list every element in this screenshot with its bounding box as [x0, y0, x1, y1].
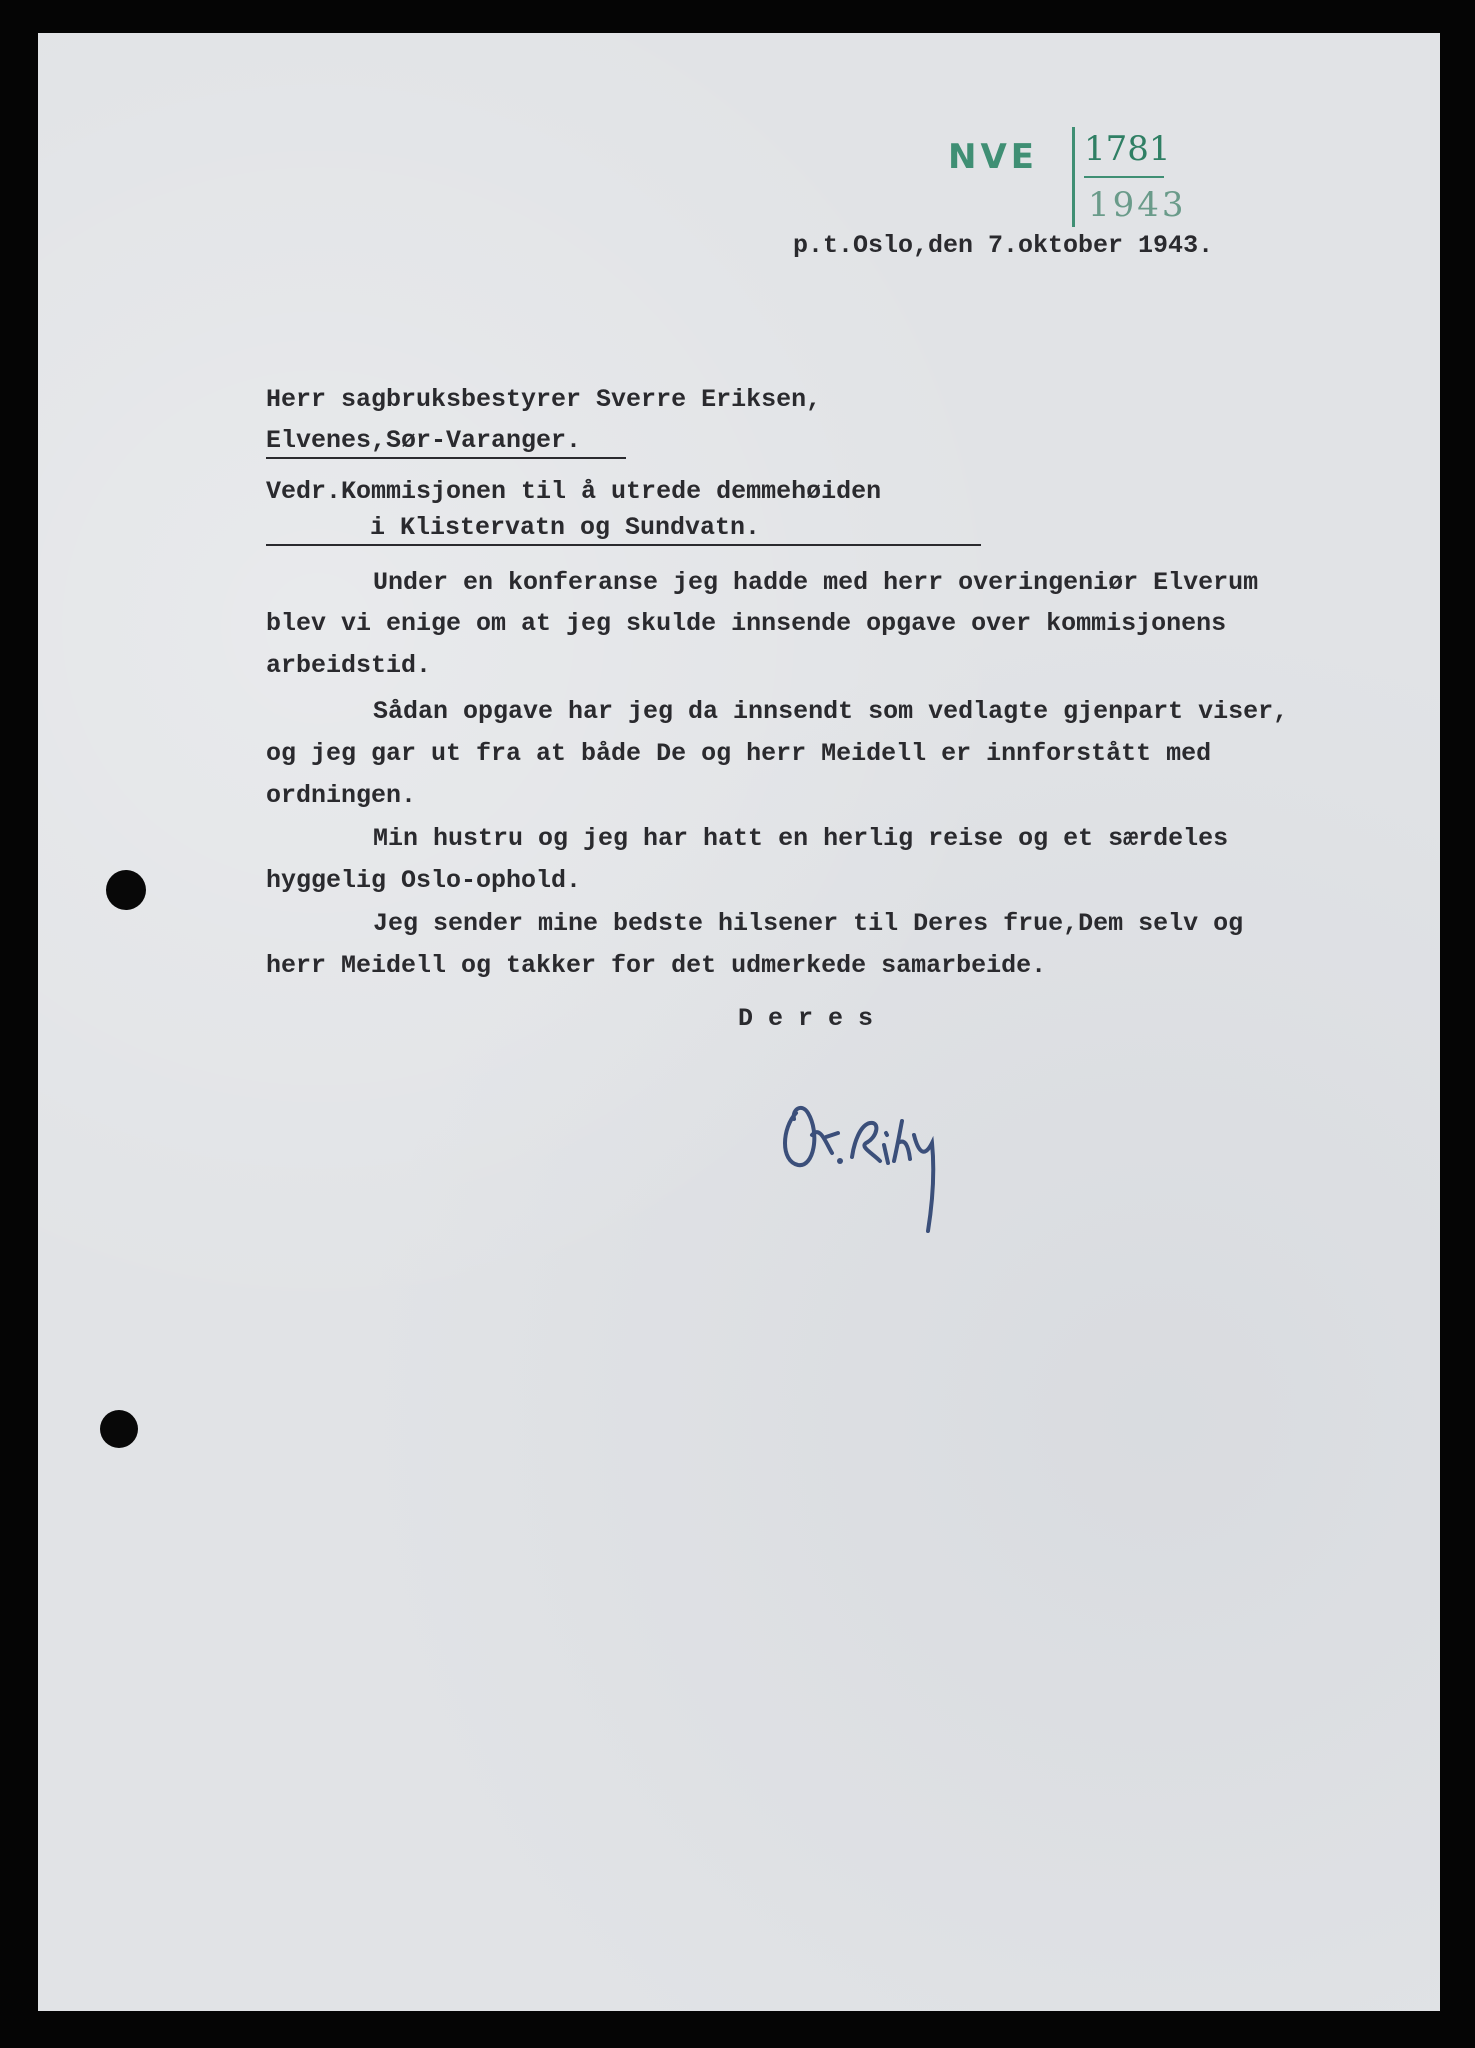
recipient-line-2: Elvenes,Sør-Varanger.	[266, 426, 582, 455]
stamp-number: 1781	[1084, 129, 1171, 169]
recipient-underline	[266, 457, 626, 459]
subject-underline	[266, 544, 981, 546]
body-line-1: Under en konferanse jeg hadde med herr overingeniør Elverum	[373, 568, 1259, 597]
subject-line-1: Vedr.Kommisjonen til å utrede demmehøiden	[266, 477, 882, 506]
body-line-8: hyggelig Oslo-ophold.	[266, 866, 582, 895]
archive-stamp	[948, 119, 1188, 249]
stamp-divider	[1072, 127, 1075, 227]
body-line-2: blev vi enige om at jeg skulde innsende opgave over kommisjonens	[266, 609, 1227, 638]
punch-hole-lower	[100, 1410, 138, 1448]
body-line-10: herr Meidell og takker for det udmerkede samarbeide.	[266, 951, 1047, 980]
body-line-5: og jeg gar ut fra at både De og herr Meidell er innforstått med	[266, 739, 1212, 768]
body-line-7: Min hustru og jeg har hatt en herlig reise og et særdeles	[373, 824, 1229, 853]
body-line-4: Sådan opgave har jeg da innsendt som vedlagte gjenpart viser,	[373, 697, 1289, 726]
body-line-9: Jeg sender mine bedste hilsener til Deres frue,Dem selv og	[373, 909, 1244, 938]
body-line-3: arbeidstid.	[266, 651, 432, 680]
closing: D e r e s	[738, 1004, 874, 1033]
stamp-rule	[1084, 176, 1164, 178]
dateline: p.t.Oslo,den 7.oktober 1943.	[793, 231, 1214, 260]
handwritten-signature	[768, 1073, 968, 1243]
recipient-line-1: Herr sagbruksbestyrer Sverre Eriksen,	[266, 385, 822, 414]
punch-hole-upper	[106, 870, 146, 910]
stamp-code: NVE	[948, 137, 1038, 177]
body-line-6: ordningen.	[266, 781, 417, 810]
stamp-year: 1943	[1088, 185, 1187, 225]
letter-page	[38, 33, 1440, 2011]
subject-line-2: i Klistervatn og Sundvatn.	[370, 513, 761, 542]
